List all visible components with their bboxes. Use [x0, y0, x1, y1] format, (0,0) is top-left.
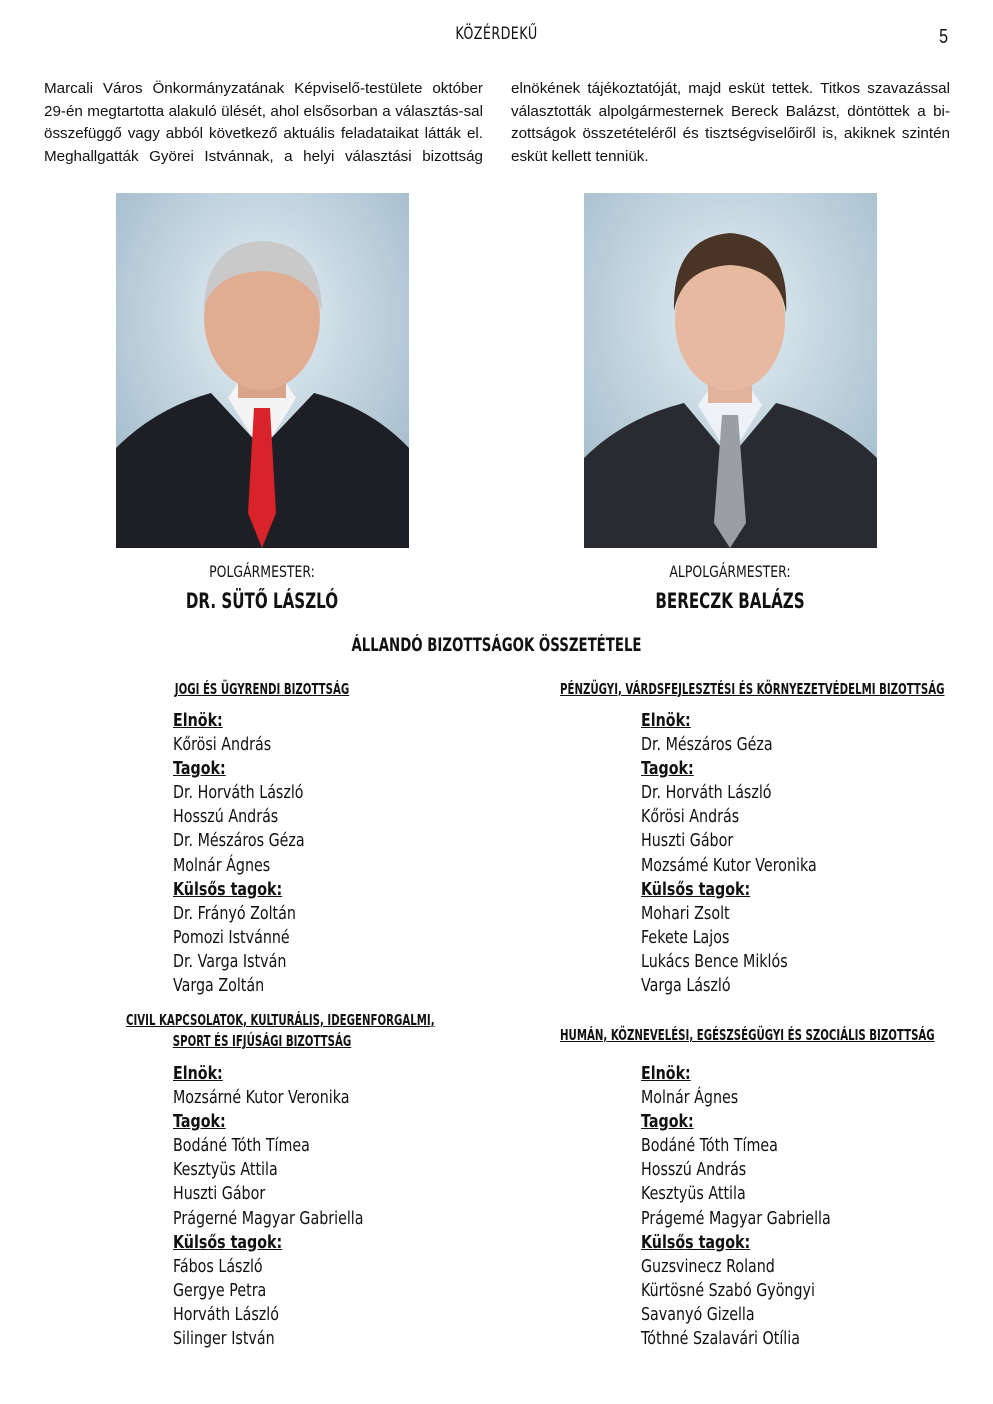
external-member-name: Kürtösné Szabó Gyöngyi: [641, 1280, 815, 1301]
page-header-title: KÖZÉRDEKŰ: [455, 24, 538, 44]
external-member-name: Silinger István: [173, 1329, 275, 1350]
committee-human-list: [641, 1062, 872, 1351]
mayor-name: DR. SÜTŐ LÁSZLÓ: [185, 589, 339, 613]
member-name: Bodáné Tóth Tímea: [173, 1136, 310, 1157]
external-label: Külsős tagok:: [173, 879, 283, 900]
member-name: Huszti Gábor: [641, 831, 734, 852]
member-name: Kesztyüs Attila: [173, 1160, 278, 1181]
member-name: Kesztyüs Attila: [641, 1184, 746, 1205]
member-name: Huszti Gábor: [173, 1184, 266, 1205]
committee-finance-list: [641, 709, 855, 998]
external-member-name: Tóthné Szalavári Otília: [641, 1329, 800, 1350]
external-member-name: Dr. Fránуó Zoltán: [173, 903, 296, 924]
external-label: Külsős tagok:: [173, 1232, 283, 1253]
chair-label: Elnök:: [641, 711, 691, 731]
external-member-name: Horváth László: [173, 1304, 279, 1325]
external-label: Külsős tagok:: [641, 879, 751, 900]
external-member-name: Gergye Petra: [173, 1280, 267, 1301]
external-member-name: Lukács Bence Miklós: [641, 951, 788, 972]
committee-title-human: HUMÁN, KÖZNEVELÉSI, EGÉSZSÉGÜGYI ÉS SZOCIÁLIS BIZOTTSÁG: [560, 1026, 935, 1044]
mayor-photo: [116, 193, 409, 548]
committee-title-civil: CIVIL KAPCSOLATOK, KULTURÁLIS, IDEGENFORGALMI, SPORT ÉS IFJÚSÁGI BIZOTTSÁG: [126, 1011, 435, 1050]
chair-label: Elnök:: [641, 1064, 691, 1084]
external-member-name: Varga Zoltán: [173, 976, 265, 997]
external-member-name: Fábos László: [173, 1256, 263, 1277]
chair-name: Mozsárné Kutor Veronika: [173, 1088, 350, 1109]
member-name: Kőrösi András: [641, 807, 740, 828]
committee-civil-list: [173, 1062, 405, 1351]
page-number: 5: [938, 26, 948, 48]
member-name: Dr. Mészáros Géza: [173, 831, 305, 852]
vice-mayor-role: ALPOLGÁRMESTER:: [669, 562, 791, 581]
members-label: Tagok:: [173, 759, 226, 780]
member-name: Dr. Horváth László: [641, 783, 772, 804]
vice-mayor-photo: [584, 193, 877, 548]
intro-paragraph: Marcali Város Önkormányzatának Képviselő-testülete október 29-én megtartotta alakuló ülését, ahol elsősorban a választás-sal összefüggő vagy abból következő aktuális feladataikat látták el. Meghallgatták Györei Istvánnak, a helyi választási bizottság elnökének tájékoztatóját, majd esküt tettek. Titkos szavazással választották alpolgármesternek Bereck Balázst, döntöttek a bi-zottságok összetételéről és tisztségviselőiről is, akiknek szintén esküt kellett tenniük.: [44, 80, 950, 166]
members-label: Tagok:: [641, 1112, 694, 1133]
chair-name: Dr. Mészáros Géza: [641, 735, 773, 756]
chair-name: Molnár Ágnes: [641, 1088, 739, 1109]
external-member-name: Savanyó Gizella: [641, 1304, 755, 1325]
external-member-name: Dr. Varga István: [173, 951, 287, 972]
chair-label: Elnök:: [173, 1064, 223, 1084]
chair-label: Elnök:: [173, 711, 223, 731]
members-label: Tagok:: [641, 759, 694, 780]
external-member-name: Varga László: [641, 976, 731, 997]
member-name: Hosszú András: [641, 1160, 747, 1181]
committee-legal-list: [173, 709, 334, 998]
members-label: Tagok:: [173, 1112, 226, 1133]
external-member-name: Pomozi Istvánné: [173, 927, 290, 948]
committee-title-finance: PÉNZÜGYI, VÁRDSFEJLESZTÉSI ÉS KÖRNYEZETVÉDELMI BIZOTTSÁG: [560, 680, 945, 698]
external-member-name: Mohari Zsolt: [641, 903, 730, 924]
vice-mayor-name: BERECZK BALÁZS: [655, 589, 805, 613]
member-name: Molnár Ágnes: [173, 855, 271, 876]
committee-title-legal: JOGI ÉS ÜGYRENDI BIZOTTSÁG: [174, 680, 350, 698]
member-name: Mozsámé Kutor Veronika: [641, 855, 817, 876]
chair-name: Kőrösi András: [173, 735, 272, 756]
external-label: Külsős tagok:: [641, 1232, 751, 1253]
member-name: Prágerné Magyar Gabriella: [173, 1208, 364, 1229]
member-name: Hosszú András: [173, 807, 279, 828]
member-name: Prágemé Magyar Gabriella: [641, 1208, 831, 1229]
section-title: ÁLLANDÓ BIZOTTSÁGOK ÖSSZETÉTELE: [351, 635, 642, 656]
external-member-name: Guzsvinecz Roland: [641, 1256, 775, 1277]
mayor-role: POLGÁRMESTER:: [209, 562, 315, 581]
member-name: Bodáné Tóth Tímea: [641, 1136, 778, 1157]
member-name: Dr. Horváth László: [173, 783, 304, 804]
external-member-name: Fekete Lajos: [641, 927, 730, 948]
